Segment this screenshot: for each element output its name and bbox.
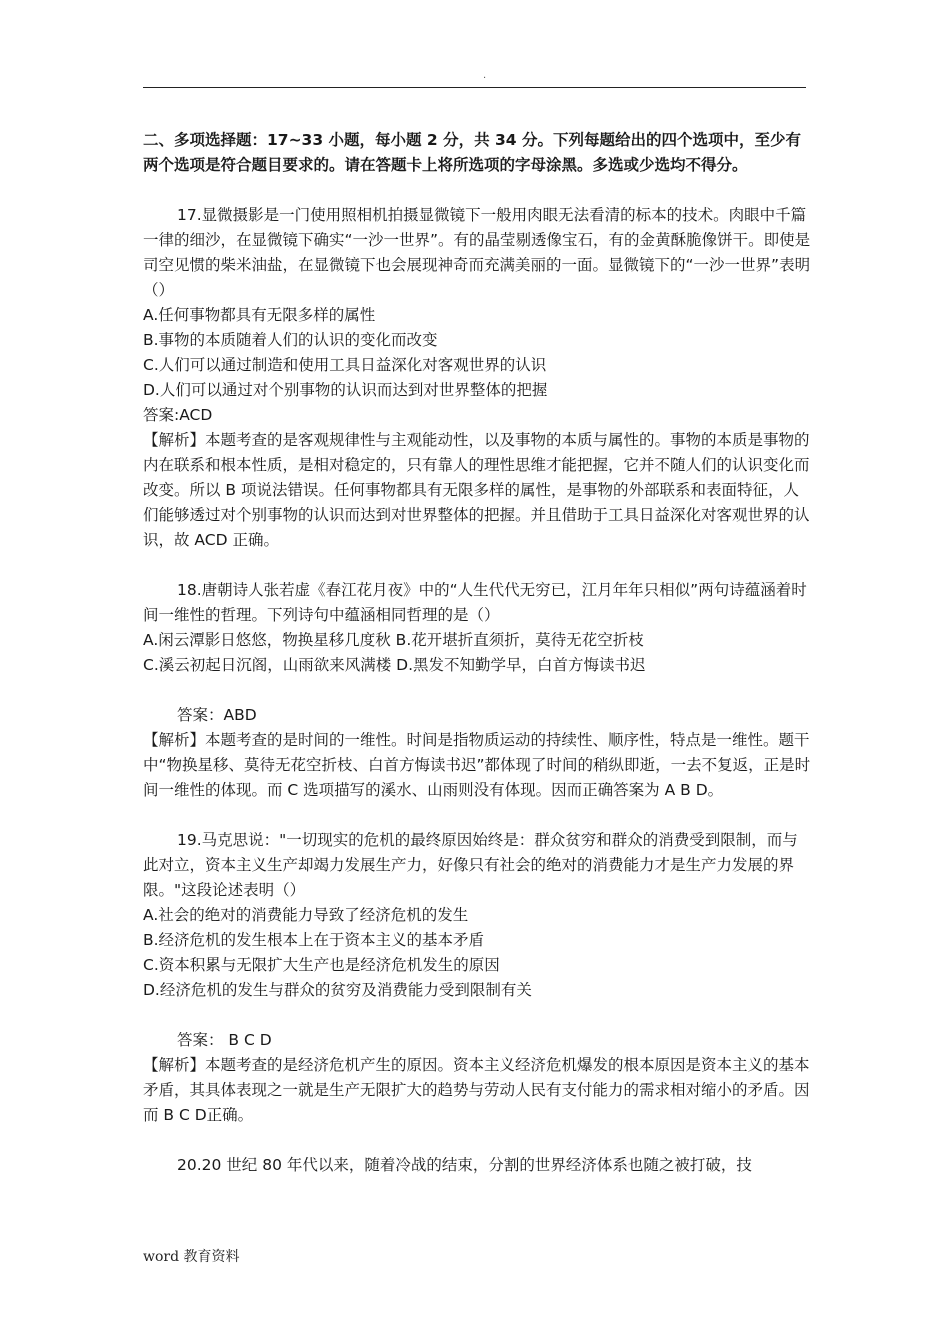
option-b: B.经济危机的发生根本上在于资本主义的基本矛盾	[143, 931, 485, 949]
option-c: C.人们可以通过制造和使用工具日益深化对客观世界的认识	[143, 356, 547, 374]
header-dot: .	[483, 70, 487, 81]
option-a: A.社会的绝对的消费能力导致了经济危机的发生	[143, 906, 469, 924]
question-stem: 17.显微摄影是一门使用照相机拍摄显微镜下一般用肉眼无法看清的标本的技术。肉眼中千篇一律的细沙，在显微镜下确实“一沙一世界”。有的晶莹剔透像宝石，有的金黄酥脆像饼干。即使是司空见惯的柴米油盐，在显微镜下也会展现神奇而充满美丽的一面。显微镜下的“一沙一世界”表明（）	[143, 206, 811, 299]
option-a: A.任何事物都具有无限多样的属性	[143, 306, 376, 324]
header-rule	[143, 87, 806, 88]
option-ab: A.闲云潭影日悠悠，物换星移几度秋 B.花开堪折直须折，莫待无花空折枝	[143, 631, 644, 649]
question-20	[143, 1153, 811, 1178]
spacer	[143, 678, 811, 703]
question-stem: 20.20 世纪 80 年代以来，随着冷战的结束，分割的世界经济体系也随之被打破，技	[177, 1156, 752, 1174]
question-stem: 19.马克思说："一切现实的危机的最终原因始终是：群众贫穷和群众的消费受到限制，而与此对立，资本主义生产却竭力发展生产力，好像只有社会的绝对的消费能力才是生产力发展的界限。"这段论述表明（）	[143, 831, 798, 899]
answer: 答案： B C D	[177, 1031, 272, 1049]
answer: 答案:ACD	[143, 406, 213, 424]
document-body	[143, 128, 811, 1203]
question-17	[143, 203, 811, 553]
analysis: 【解析】本题考查的是客观规律性与主观能动性，以及事物的本质与属性的。事物的本质是事物的内在联系和根本性质，是相对稳定的，只有靠人的理性思维才能把握，它并不随人们的认识变化而改变。所以 B 项说法错误。任何事物都具有无限多样的属性，是事物的外部联系和表面特征，人们能够透过对个别事物的认识而达到对世界整体的把握。并且借助于工具日益深化对客观世界的认识，故 ACD 正确。	[143, 431, 810, 549]
spacer	[143, 1003, 811, 1028]
option-b: B.事物的本质随着人们的认识的变化而改变	[143, 331, 438, 349]
analysis: 【解析】本题考查的是经济危机产生的原因。资本主义经济危机爆发的根本原因是资本主义的基本矛盾，其具体表现之一就是生产无限扩大的趋势与劳动人民有支付能力的需求相对缩小的矛盾。因而 B C D正确。	[143, 1056, 810, 1124]
section-heading: 二、多项选择题：17~33 小题，每小题 2 分，共 34 分。下列每题给出的四个选项中，至少有两个选项是符合题目要求的。请在答题卡上将所选项的字母涂黑。多选或少选均不得分。	[143, 131, 801, 174]
option-d: D.经济危机的发生与群众的贫穷及消费能力受到限制有关	[143, 981, 532, 999]
analysis: 【解析】本题考查的是时间的一维性。时间是指物质运动的持续性、顺序性，特点是一维性。题干中“物换星移、莫待无花空折枝、白首方悔读书迟”都体现了时间的稍纵即逝，一去不复返，正是时间一维性的体现。而 C 选项描写的溪水、山雨则没有体现。因而正确答案为 A B D。	[143, 731, 811, 799]
answer: 答案：ABD	[177, 706, 257, 724]
question-stem: 18.唐朝诗人张若虚《春江花月夜》中的“人生代代无穷已，江月年年只相似”两句诗蕴涵着时间一维性的哲理。下列诗句中蕴涵相同哲理的是（）	[143, 581, 807, 624]
option-cd: C.溪云初起日沉阁，山雨欲来风满楼 D.黑发不知勤学早，白首方悔读书迟	[143, 656, 646, 674]
option-d: D.人们可以通过对个别事物的认识而达到对世界整体的把握	[143, 381, 548, 399]
option-c: C.资本积累与无限扩大生产也是经济危机发生的原因	[143, 956, 500, 974]
page-footer: word 教育资料	[143, 1249, 240, 1265]
question-18	[143, 578, 811, 803]
question-19	[143, 828, 811, 1128]
